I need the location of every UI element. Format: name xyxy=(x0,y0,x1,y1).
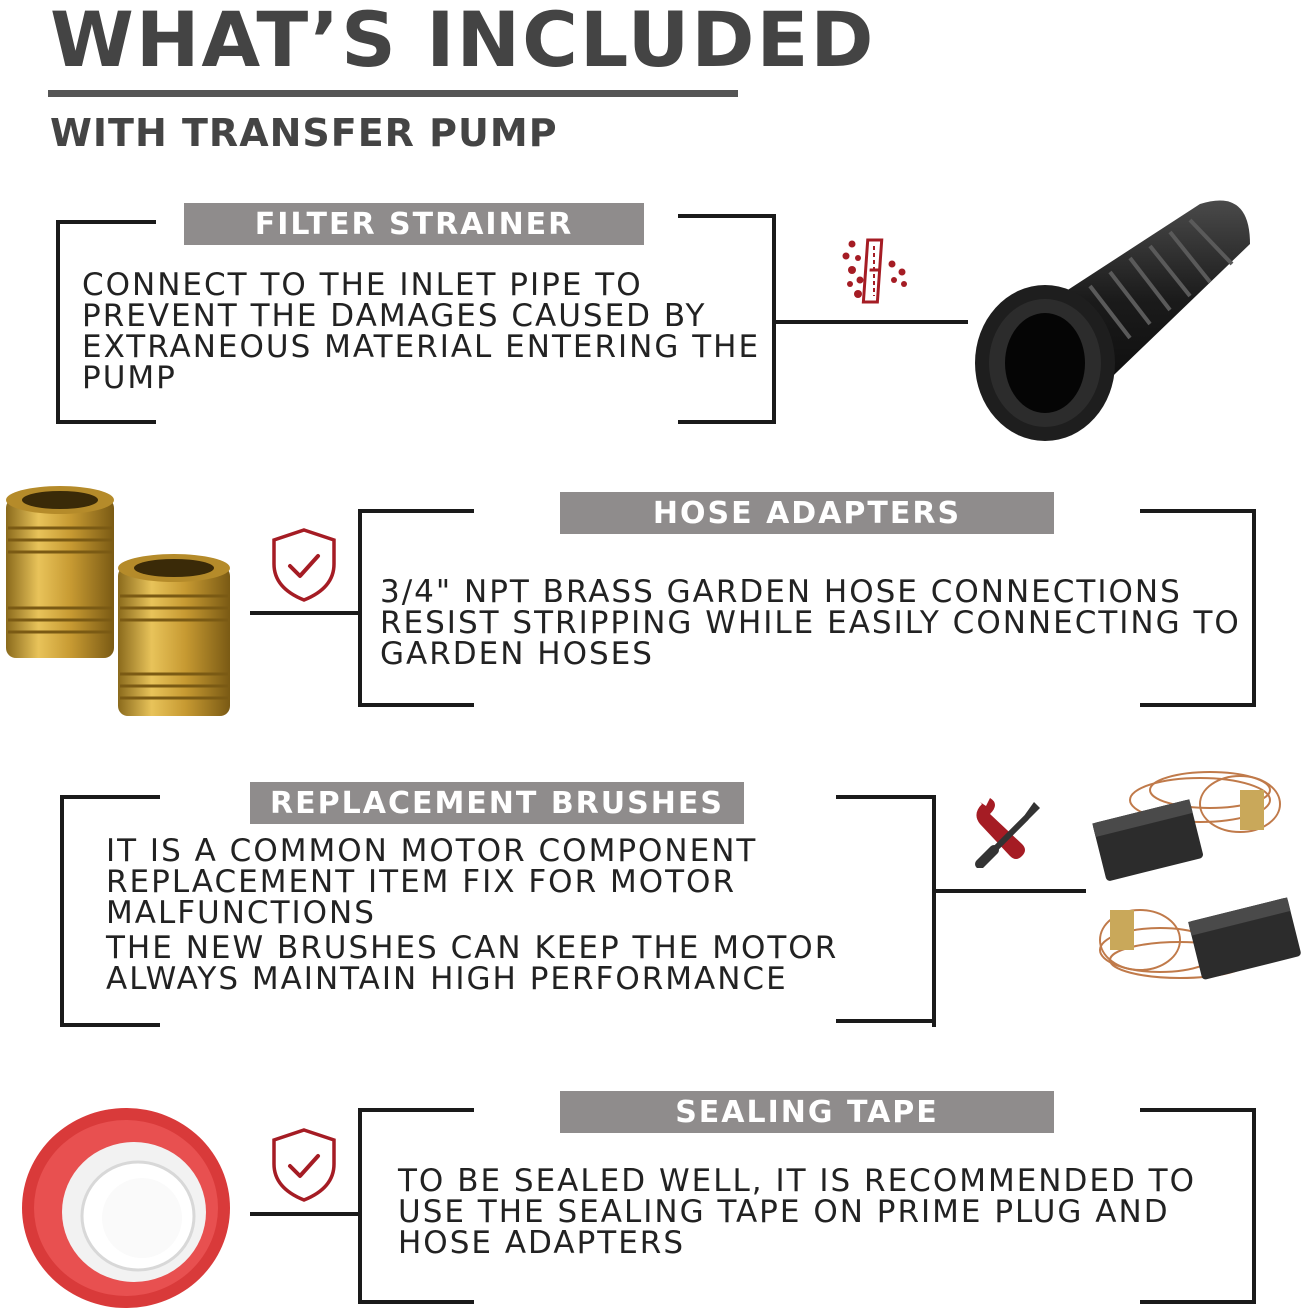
bracket-line xyxy=(836,1019,936,1023)
bracket-line xyxy=(836,795,936,799)
bracket-line xyxy=(358,703,474,707)
shield-check-icon xyxy=(270,526,338,604)
connector-line xyxy=(776,320,968,324)
connector-line xyxy=(250,1212,358,1216)
bracket-line xyxy=(358,1108,362,1304)
bracket-line xyxy=(358,509,362,707)
filter-strainer-image xyxy=(970,188,1260,448)
bracket-line xyxy=(1140,703,1256,707)
item-description xyxy=(82,267,772,396)
bracket-line xyxy=(358,509,474,513)
bracket-line xyxy=(60,795,160,799)
bracket-line xyxy=(56,220,156,224)
description-line: TO BE SEALED WELL, IT IS RECOMMENDED TO USE THE SEALING TAPE ON PRIME PLUG AND HOSE ADAPTERS xyxy=(398,1163,1197,1261)
bracket-line xyxy=(1252,1108,1256,1304)
page-title: WHAT’S INCLUDED xyxy=(50,0,876,84)
item-banner: HOSE ADAPTERS xyxy=(560,492,1054,534)
bracket-line xyxy=(1140,1108,1256,1112)
sealing-tape-image xyxy=(14,1094,236,1314)
item-banner: SEALING TAPE xyxy=(560,1091,1054,1133)
filter-icon xyxy=(842,236,912,312)
item-banner: REPLACEMENT BRUSHES xyxy=(250,782,744,824)
bracket-line xyxy=(56,420,156,424)
wrench-screwdriver-icon xyxy=(970,796,1042,868)
brass-adapters-image xyxy=(0,478,240,728)
item-description xyxy=(106,833,926,997)
bracket-line xyxy=(678,420,776,424)
shield-check-icon xyxy=(270,1126,338,1204)
bracket-line xyxy=(358,1108,474,1112)
description-line: THE NEW BRUSHES CAN KEEP THE MOTOR ALWAYS MAINTAIN HIGH PERFORMANCE xyxy=(106,930,839,997)
description-line: 3/4" NPT BRASS GARDEN HOSE CONNECTIONS RESIST STRIPPING WHILE EASILY CONNECTING TO GARDEN HOSES xyxy=(380,574,1241,672)
item-description xyxy=(398,1163,1248,1261)
title-divider xyxy=(48,90,738,97)
bracket-line xyxy=(678,214,776,218)
motor-brushes-image xyxy=(1090,760,1308,1000)
bracket-line xyxy=(1252,509,1256,707)
item-description xyxy=(380,574,1250,672)
bracket-line xyxy=(1140,1300,1256,1304)
description-line: IT IS A COMMON MOTOR COMPONENT REPLACEMENT ITEM FIX FOR MOTOR MALFUNCTIONS xyxy=(106,833,758,931)
connector-line xyxy=(250,611,358,615)
page-subtitle: WITH TRANSFER PUMP xyxy=(50,111,558,155)
bracket-line xyxy=(1140,509,1256,513)
bracket-line xyxy=(772,214,776,424)
item-banner: FILTER STRAINER xyxy=(184,203,644,245)
bracket-line xyxy=(56,220,60,424)
connector-line xyxy=(936,889,1086,893)
bracket-line xyxy=(60,1023,160,1027)
bracket-line xyxy=(358,1300,474,1304)
bracket-line xyxy=(932,795,936,1027)
bracket-line xyxy=(60,795,64,1027)
description-line: CONNECT TO THE INLET PIPE TO PREVENT THE DAMAGES CAUSED BY EXTRANEOUS MATERIAL ENTERING THE PUMP xyxy=(82,267,761,396)
